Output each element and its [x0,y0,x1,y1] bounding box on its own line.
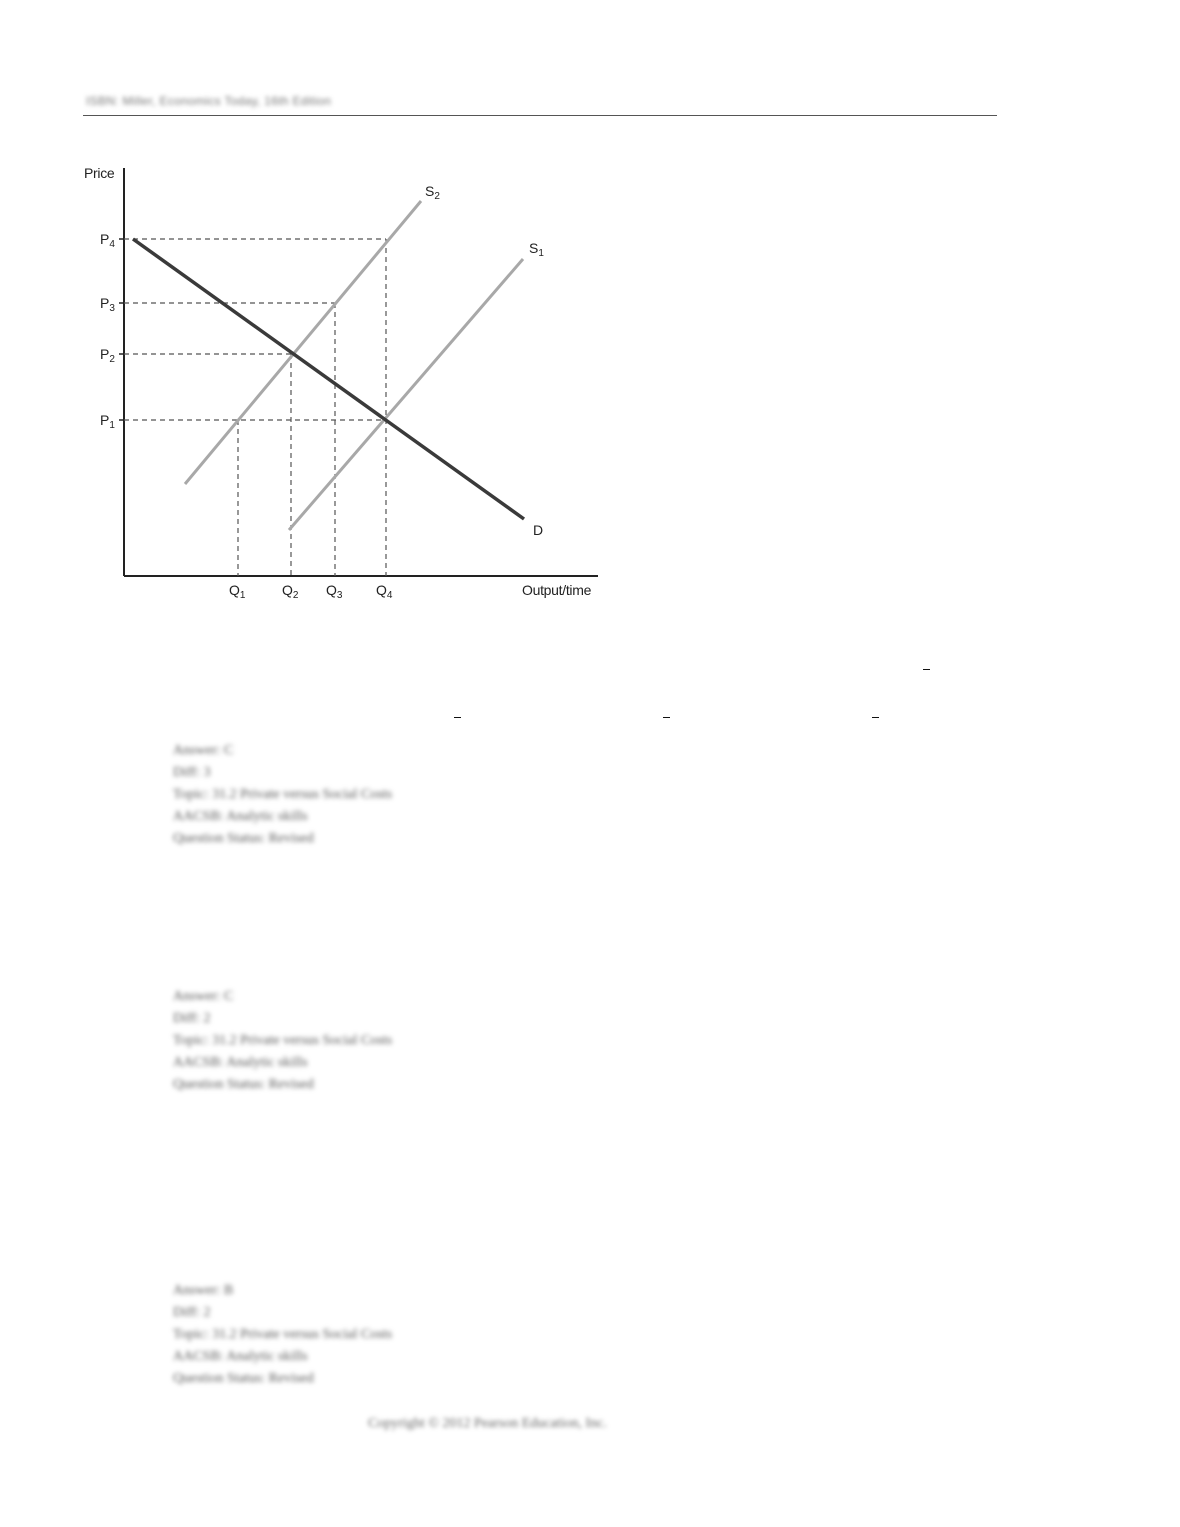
y-tick-label: $P_3$ [100,295,115,314]
y-axis-title: Price [84,165,115,181]
supply-demand-graph [0,0,640,630]
text-fragment-mark [923,669,930,670]
y-tick-label: $P_4$ [100,231,115,250]
answer-line: AACSB: Analytic skills [173,809,308,824]
y-tick-label: $P_2$ [100,346,115,365]
answer-line: Topic: 31.2 Private versus Social Costs [173,787,393,802]
text-fragment-mark [663,717,670,718]
x-tick-label: $Q_1$ [229,582,246,601]
page-header-text: ISBN: Miller, Economics Today, 16th Edition [86,94,332,108]
answer-line: Question Status: Revised [173,831,314,846]
answer-line: Answer: C [173,989,234,1004]
x-tick-label: $Q_4$ [376,582,393,601]
answer-block [173,740,392,850]
text-fragment-mark [454,717,461,718]
text-fragment-mark [872,717,879,718]
answer-line: Topic: 31.2 Private versus Social Costs [173,1033,393,1048]
supply-curve-s1 [289,259,523,530]
answer-line: AACSB: Analytic skills [173,1055,308,1070]
curve-label-s2: $S_2$ [425,183,440,202]
answer-line: Topic: 31.2 Private versus Social Costs [173,1327,393,1342]
answer-block [173,1280,392,1390]
answer-line: Answer: C [173,743,234,758]
curve-label-s1: $S_1$ [529,240,544,259]
x-tick-label: $Q_2$ [282,582,299,601]
x-axis-title: Output/time [522,582,592,598]
x-tick-label: $Q_3$ [326,582,343,601]
answer-line: Question Status: Revised [173,1371,314,1386]
y-tick-label: $P_1$ [100,412,115,431]
answer-line: Diff: 3 [173,765,211,780]
answer-line: Diff: 2 [173,1305,211,1320]
copyright-footer: Copyright © 2012 Pearson Education, Inc. [368,1416,607,1431]
answer-line: AACSB: Analytic skills [173,1349,308,1364]
answer-line: Diff: 2 [173,1011,211,1026]
answer-line: Answer: B [173,1283,234,1298]
curve-label-d: D [533,522,544,538]
answer-block [173,986,392,1096]
answer-line: Question Status: Revised [173,1077,314,1092]
